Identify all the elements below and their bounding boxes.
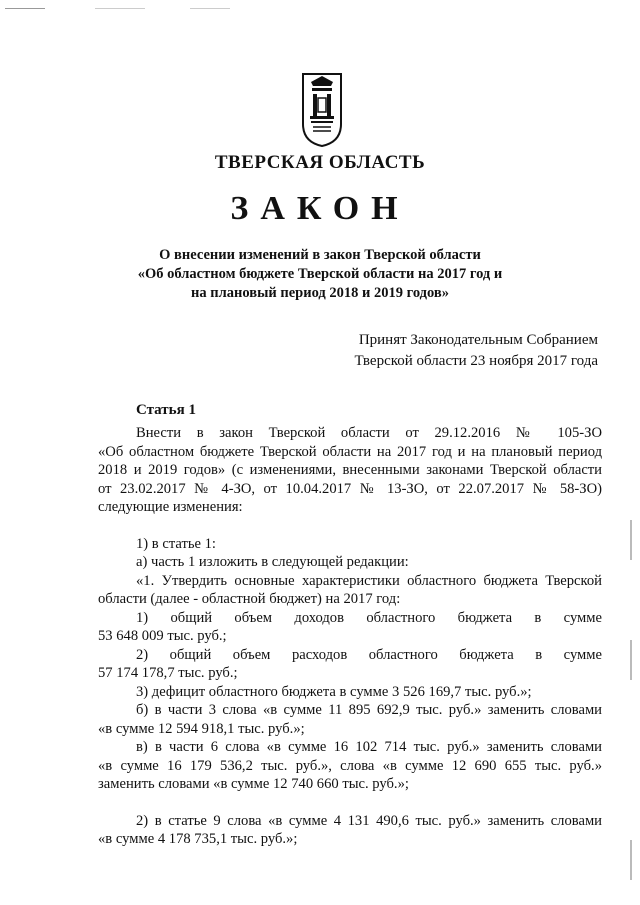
text-line: а) часть 1 изложить в следующей редакции: [136,554,409,570]
text-line: 2018 и 2019 годов» (с изменениями, внесенными законами Тверской области [98,462,602,478]
text-line: «в сумме 16 179 536,2 тыс. руб.», слова «в сумме 12 690 655 тыс. руб.» [98,757,602,774]
adoption-line: Принят Законодательным Собранием [358,332,598,348]
text-line: области (далее - областной бюджет) на 2017 год: [98,591,401,607]
scan-edge [630,520,632,560]
text-line: 3) дефицит областного бюджета в сумме 3 526 169,7 тыс. руб.»; [136,683,532,700]
law-heading [100,246,540,303]
text-line: 57 174 178,7 тыс. руб.; [98,665,238,681]
law-title: ЗАКОН [230,190,410,227]
text-line: Внести в закон Тверской области от 29.12.2016 № 105-ЗО [136,425,602,441]
heading-line: на плановый период 2018 и 2019 годов» [191,285,449,301]
text-line: 53 648 009 тыс. руб.; [98,628,227,644]
text-line: 1) общий объем доходов областного бюджета в сумме [136,609,602,626]
text-line: «1. Утвердить основные характеристики областного бюджета Тверской [136,572,602,589]
text-line: б) в части 3 слова «в сумме 11 895 692,9 тыс. руб.» заменить словами [136,702,602,718]
region-title: ТВЕРСКАЯ ОБЛАСТЬ [214,152,426,173]
coat-of-arms-icon [301,72,343,148]
spacer [98,794,602,812]
text-line: заменить словами «в сумме 12 740 660 тыс. руб.»; [98,776,409,792]
scan-edge [630,840,632,880]
text-line: от 23.02.2017 № 4-ЗО, от 10.04.2017 № 13-ЗО, от 22.07.2017 № 58-ЗО) [98,480,602,497]
text-line: «в сумме 12 594 918,1 тыс. руб.»; [98,720,305,737]
heading-line: О внесении изменений в закон Тверской области [159,247,481,263]
adoption-line: Тверской области 23 ноября 2017 года [354,353,598,369]
text-line: 2) в статье 9 слова «в сумме 4 131 490,6 тыс. руб.» заменить словами [136,812,602,829]
article-title: Статья 1 [136,402,196,418]
text-line: в) в части 6 слова «в сумме 16 102 714 тыс. руб.» заменить словами [136,739,602,755]
adoption-note [355,330,598,372]
scan-mark [190,8,230,9]
spacer [98,517,602,535]
text-line: 1) в статье 1: [136,535,216,552]
article-body [98,424,602,849]
heading-line: «Об областном бюджете Тверской области на 2017 год и [137,266,503,282]
text-line: 2) общий объем расходов областного бюджета в сумме [136,646,602,663]
text-line: «Об областном бюджете Тверской области на 2017 год и на плановый период [98,443,602,460]
text-line: «в сумме 4 178 735,1 тыс. руб.»; [98,831,298,847]
scan-mark [95,8,145,9]
text-line: следующие изменения: [98,499,243,515]
scan-edge [630,640,632,680]
scan-mark [5,8,45,9]
